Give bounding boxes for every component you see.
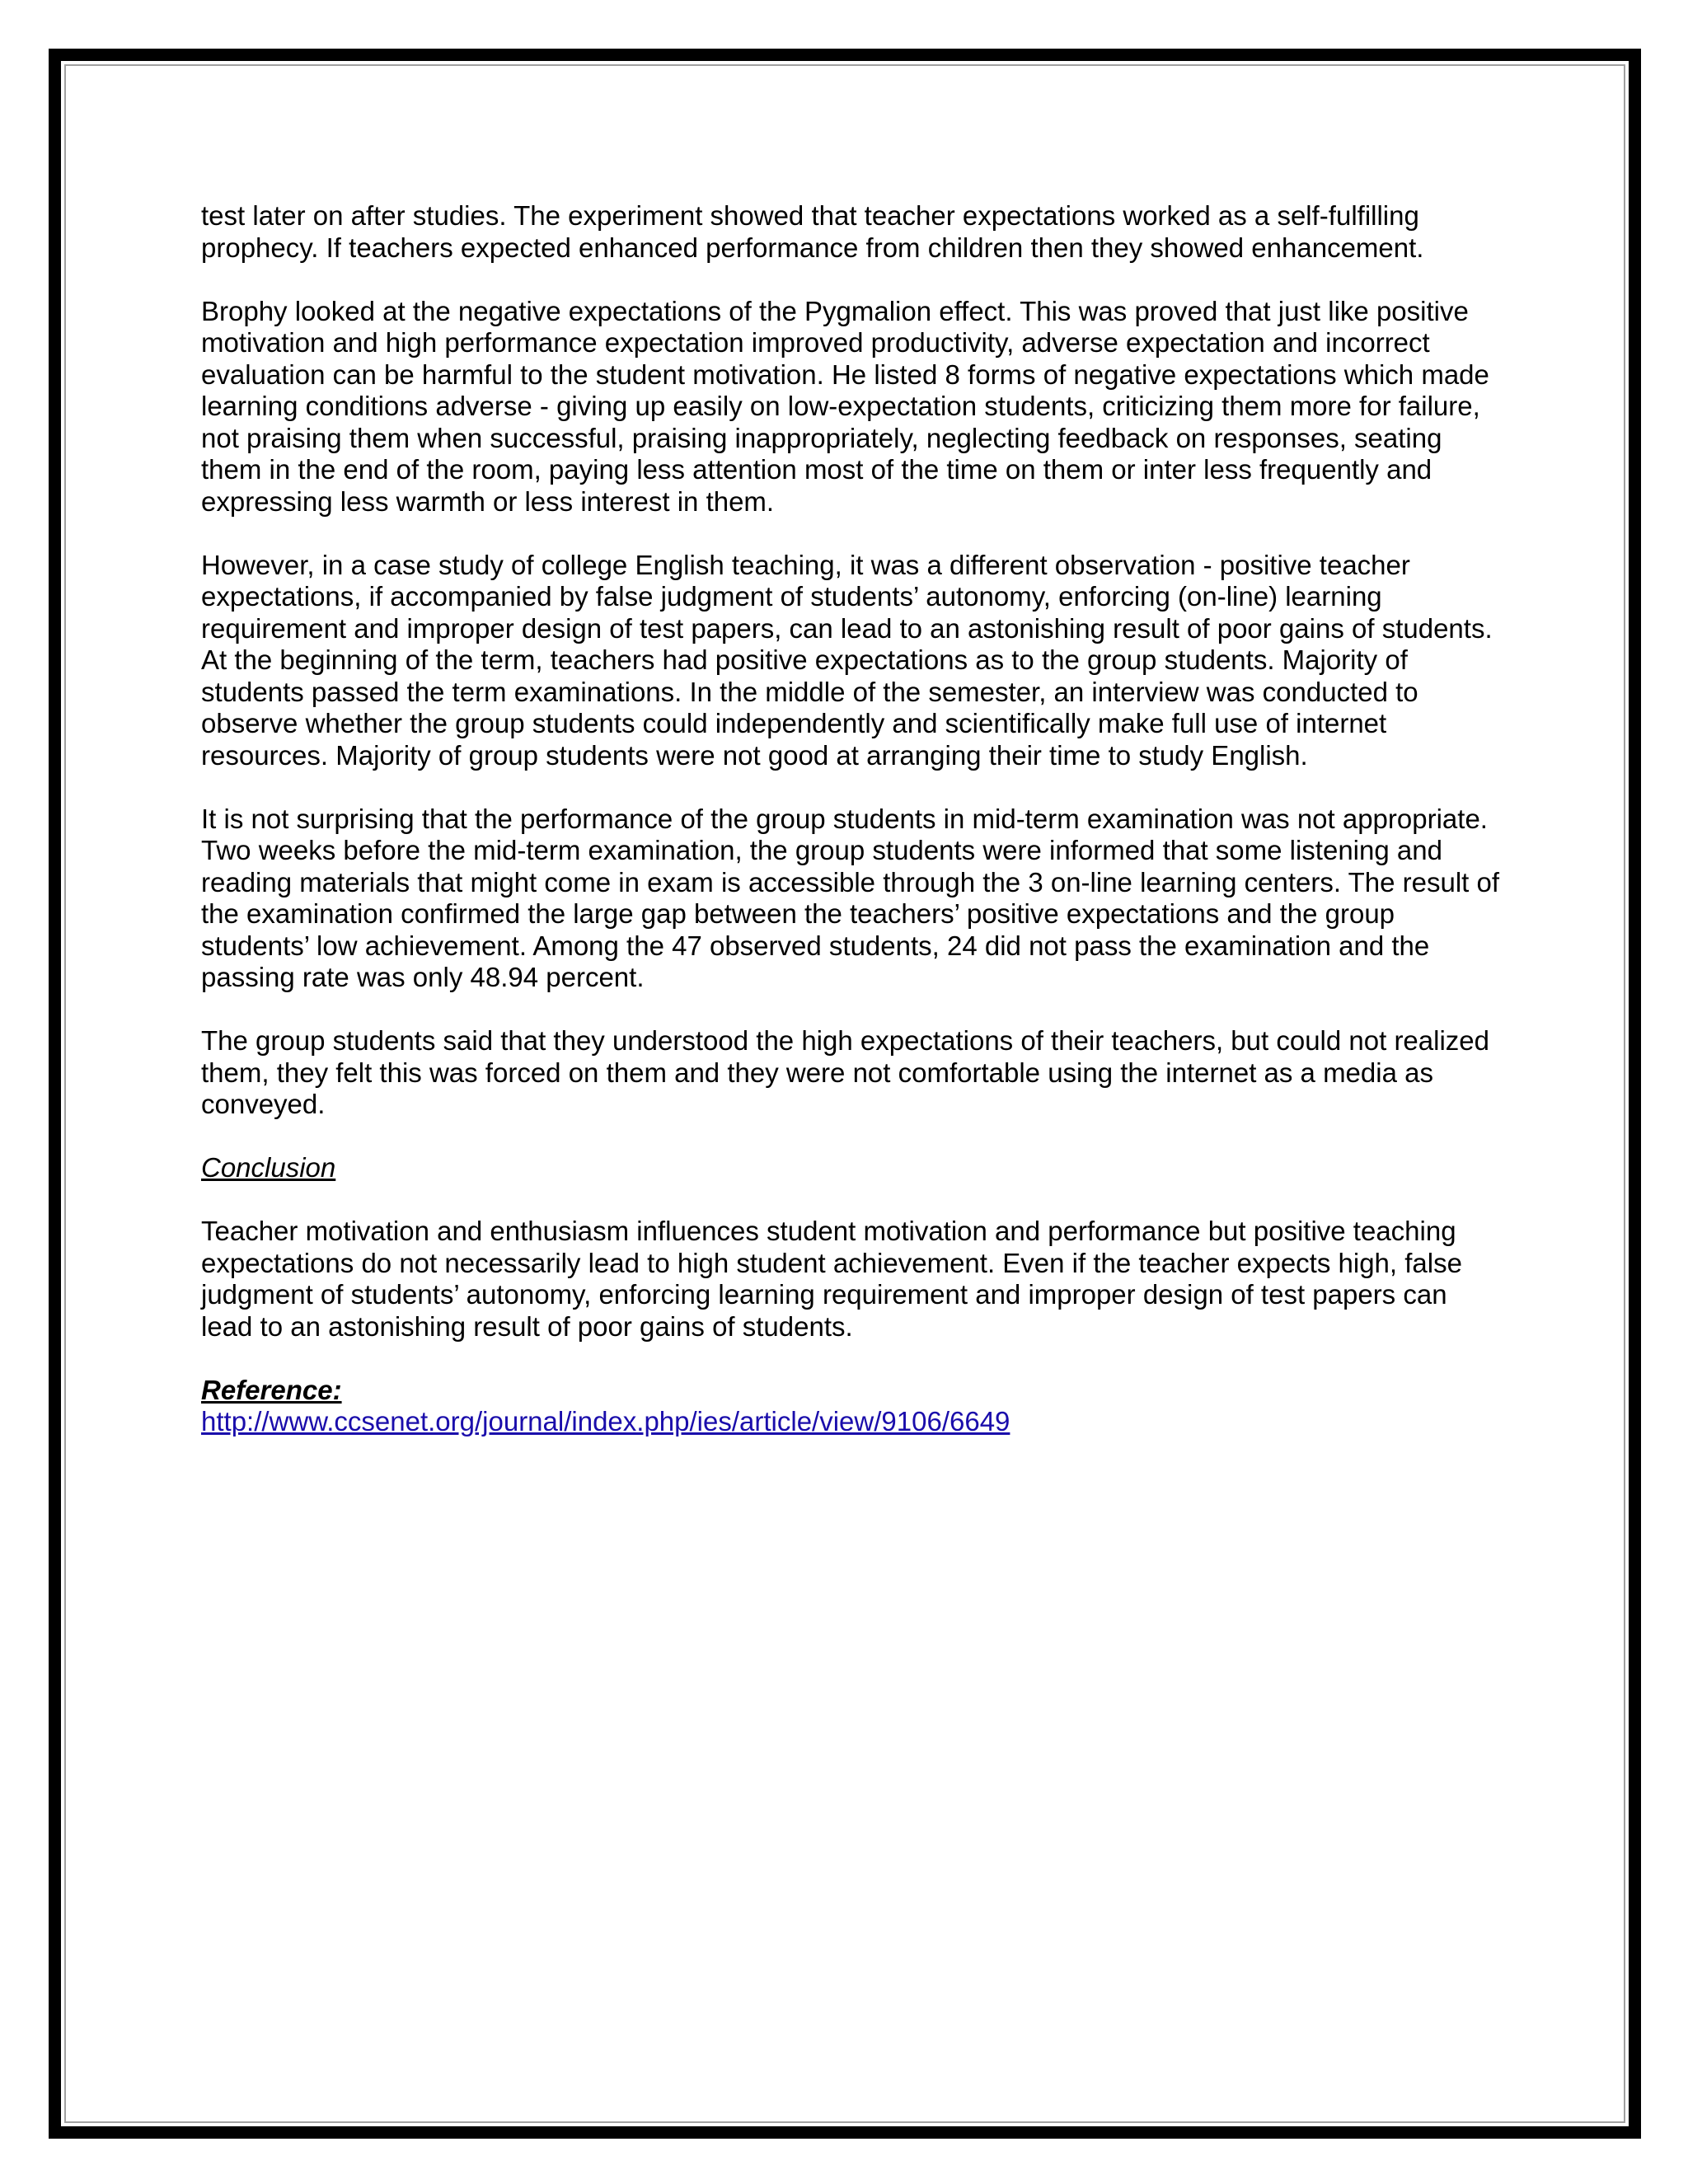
conclusion-heading: Conclusion <box>201 1152 336 1183</box>
paragraph-student-feedback: The group students said that they understood the high expectations of their teachers, but could not realized them, they felt this was forced on them and they were not comfortable using the internet as a media as conveyed. <box>201 1025 1490 1119</box>
reference-link[interactable]: http://www.ccsenet.org/journal/index.php/ies/article/view/9106/6649 <box>201 1406 1010 1436</box>
paragraph-pygmalion-result: test later on after studies. The experiment showed that teacher expectations worked as a self-fulfilling prophecy. If teachers expected enhanced performance from children then they showed enhancement. <box>201 200 1424 263</box>
conclusion-text: Teacher motivation and enthusiasm influences student motivation and performance but positive teaching expectations do not necessarily lead to high student achievement. Even if the teacher expects high, false judgment of students’ autonomy, enforcing learning requirement and improper design of test papers can lead to an astonishing result of poor gains of students. <box>201 1216 1462 1342</box>
paragraph-brophy: Brophy looked at the negative expectations of the Pygmalion effect. This was proved that just like positive motivation and high performance expectation improved productivity, adverse expectation and incorrect evaluation can be harmful to the student motivation. He listed 8 forms of negative expectations which made learning conditions adverse - giving up easily on low-expectation students, criticizing them more for failure, not praising them when successful, praising inappropriately, neglecting feedback on responses, seating them in the end of the room, paying less attention most of the time on them or inter less frequently and expressing less warmth or less interest in them. <box>201 295 1489 517</box>
paragraph-midterm: It is not surprising that the performance of the group students in mid-term examination was not appropriate. Two weeks before the mid-term examination, the group students were informed that some listening and reading materials that might come in exam is accessible through the 3 on-line learning centers. The result of the examination confirmed the large gap between the teachers’ positive expectations and the group students’ low achievement. Among the 47 observed students, 24 did not pass the examination and the passing rate was only 48.94 percent. <box>201 803 1500 992</box>
document-body <box>201 200 1503 1438</box>
paragraph-case-study: However, in a case study of college English teaching, it was a different observation - positive teacher expectations, if accompanied by false judgment of students’ autonomy, enforcing (on-line) learning requirement and improper design of test papers, can lead to an astonishing result of poor gains of students. At the beginning of the term, teachers had positive expectations as to the group students. Majority of students passed the term examinations. In the middle of the semester, an interview was conducted to observe whether the group students could independently and scientifically make full use of internet resources. Majority of group students were not good at arranging their time to study English. <box>201 549 1493 771</box>
reference-heading: Reference: <box>201 1374 342 1405</box>
